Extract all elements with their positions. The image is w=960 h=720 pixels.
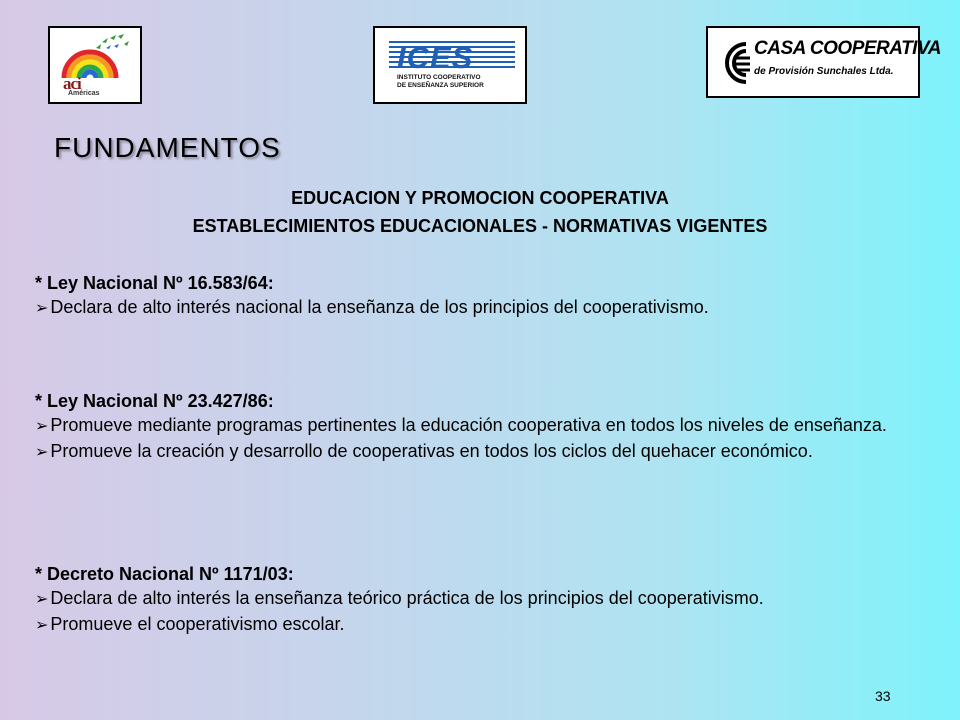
bullet-text: Promueve mediante programas pertinentes la educación cooperativa en todos los niveles de enseñanza.	[50, 415, 887, 435]
casa-cooperativa-logo	[706, 26, 941, 98]
law-title: * Ley Nacional Nº 23.427/86:	[35, 391, 274, 411]
casa-emblem-icon	[712, 34, 756, 94]
aci-logo-subtext: Américas	[68, 90, 100, 97]
law-bullet	[35, 413, 908, 439]
slide-title: FUNDAMENTOS	[54, 132, 281, 163]
law-bullet	[35, 586, 908, 612]
aci-logo	[48, 26, 142, 104]
law-block	[35, 389, 908, 465]
bullet-text: Declara de alto interés nacional la enseñanza de los principios del cooperativismo.	[50, 297, 709, 317]
law-bullet	[35, 439, 908, 465]
law-block	[35, 271, 908, 321]
aci-logo-text: aci	[63, 74, 81, 93]
ices-logo-line2: DE ENSEÑANZA SUPERIOR	[397, 82, 484, 89]
bullet-text: Promueve la creación y desarrollo de cooperativas en todos los ciclos del quehacer económico.	[50, 441, 813, 461]
page-number: 33	[875, 688, 891, 704]
arrow-bullet-icon: ➢	[35, 617, 49, 634]
ices-logo-text: ICES	[397, 40, 474, 75]
law-bullet	[35, 295, 908, 321]
bullet-text: Promueve el cooperativismo escolar.	[50, 614, 345, 634]
casa-logo-subtitle: de Provisión Sunchales Ltda.	[754, 66, 894, 77]
arrow-bullet-icon: ➢	[35, 418, 49, 435]
ices-logo-subtext	[397, 74, 484, 90]
law-block	[35, 562, 908, 638]
law-bullet	[35, 612, 908, 638]
arrow-bullet-icon: ➢	[35, 591, 49, 608]
ices-logo	[373, 26, 527, 104]
arrow-bullet-icon: ➢	[35, 444, 49, 461]
heading-secondary: ESTABLECIMIENTOS EDUCACIONALES - NORMATIVAS VIGENTES	[192, 216, 768, 236]
casa-logo-title: CASA COOPERATIVA	[754, 38, 941, 59]
bullet-text: Declara de alto interés la enseñanza teórico práctica de los principios del cooperativismo.	[50, 588, 764, 608]
law-title: * Decreto Nacional Nº 1171/03:	[35, 564, 294, 584]
ices-logo-line1: INSTITUTO COOPERATIVO	[397, 74, 481, 81]
heading-primary: EDUCACION Y PROMOCION COOPERATIVA	[291, 188, 669, 208]
law-title: * Ley Nacional Nº 16.583/64:	[35, 273, 274, 293]
arrow-bullet-icon: ➢	[35, 300, 49, 317]
